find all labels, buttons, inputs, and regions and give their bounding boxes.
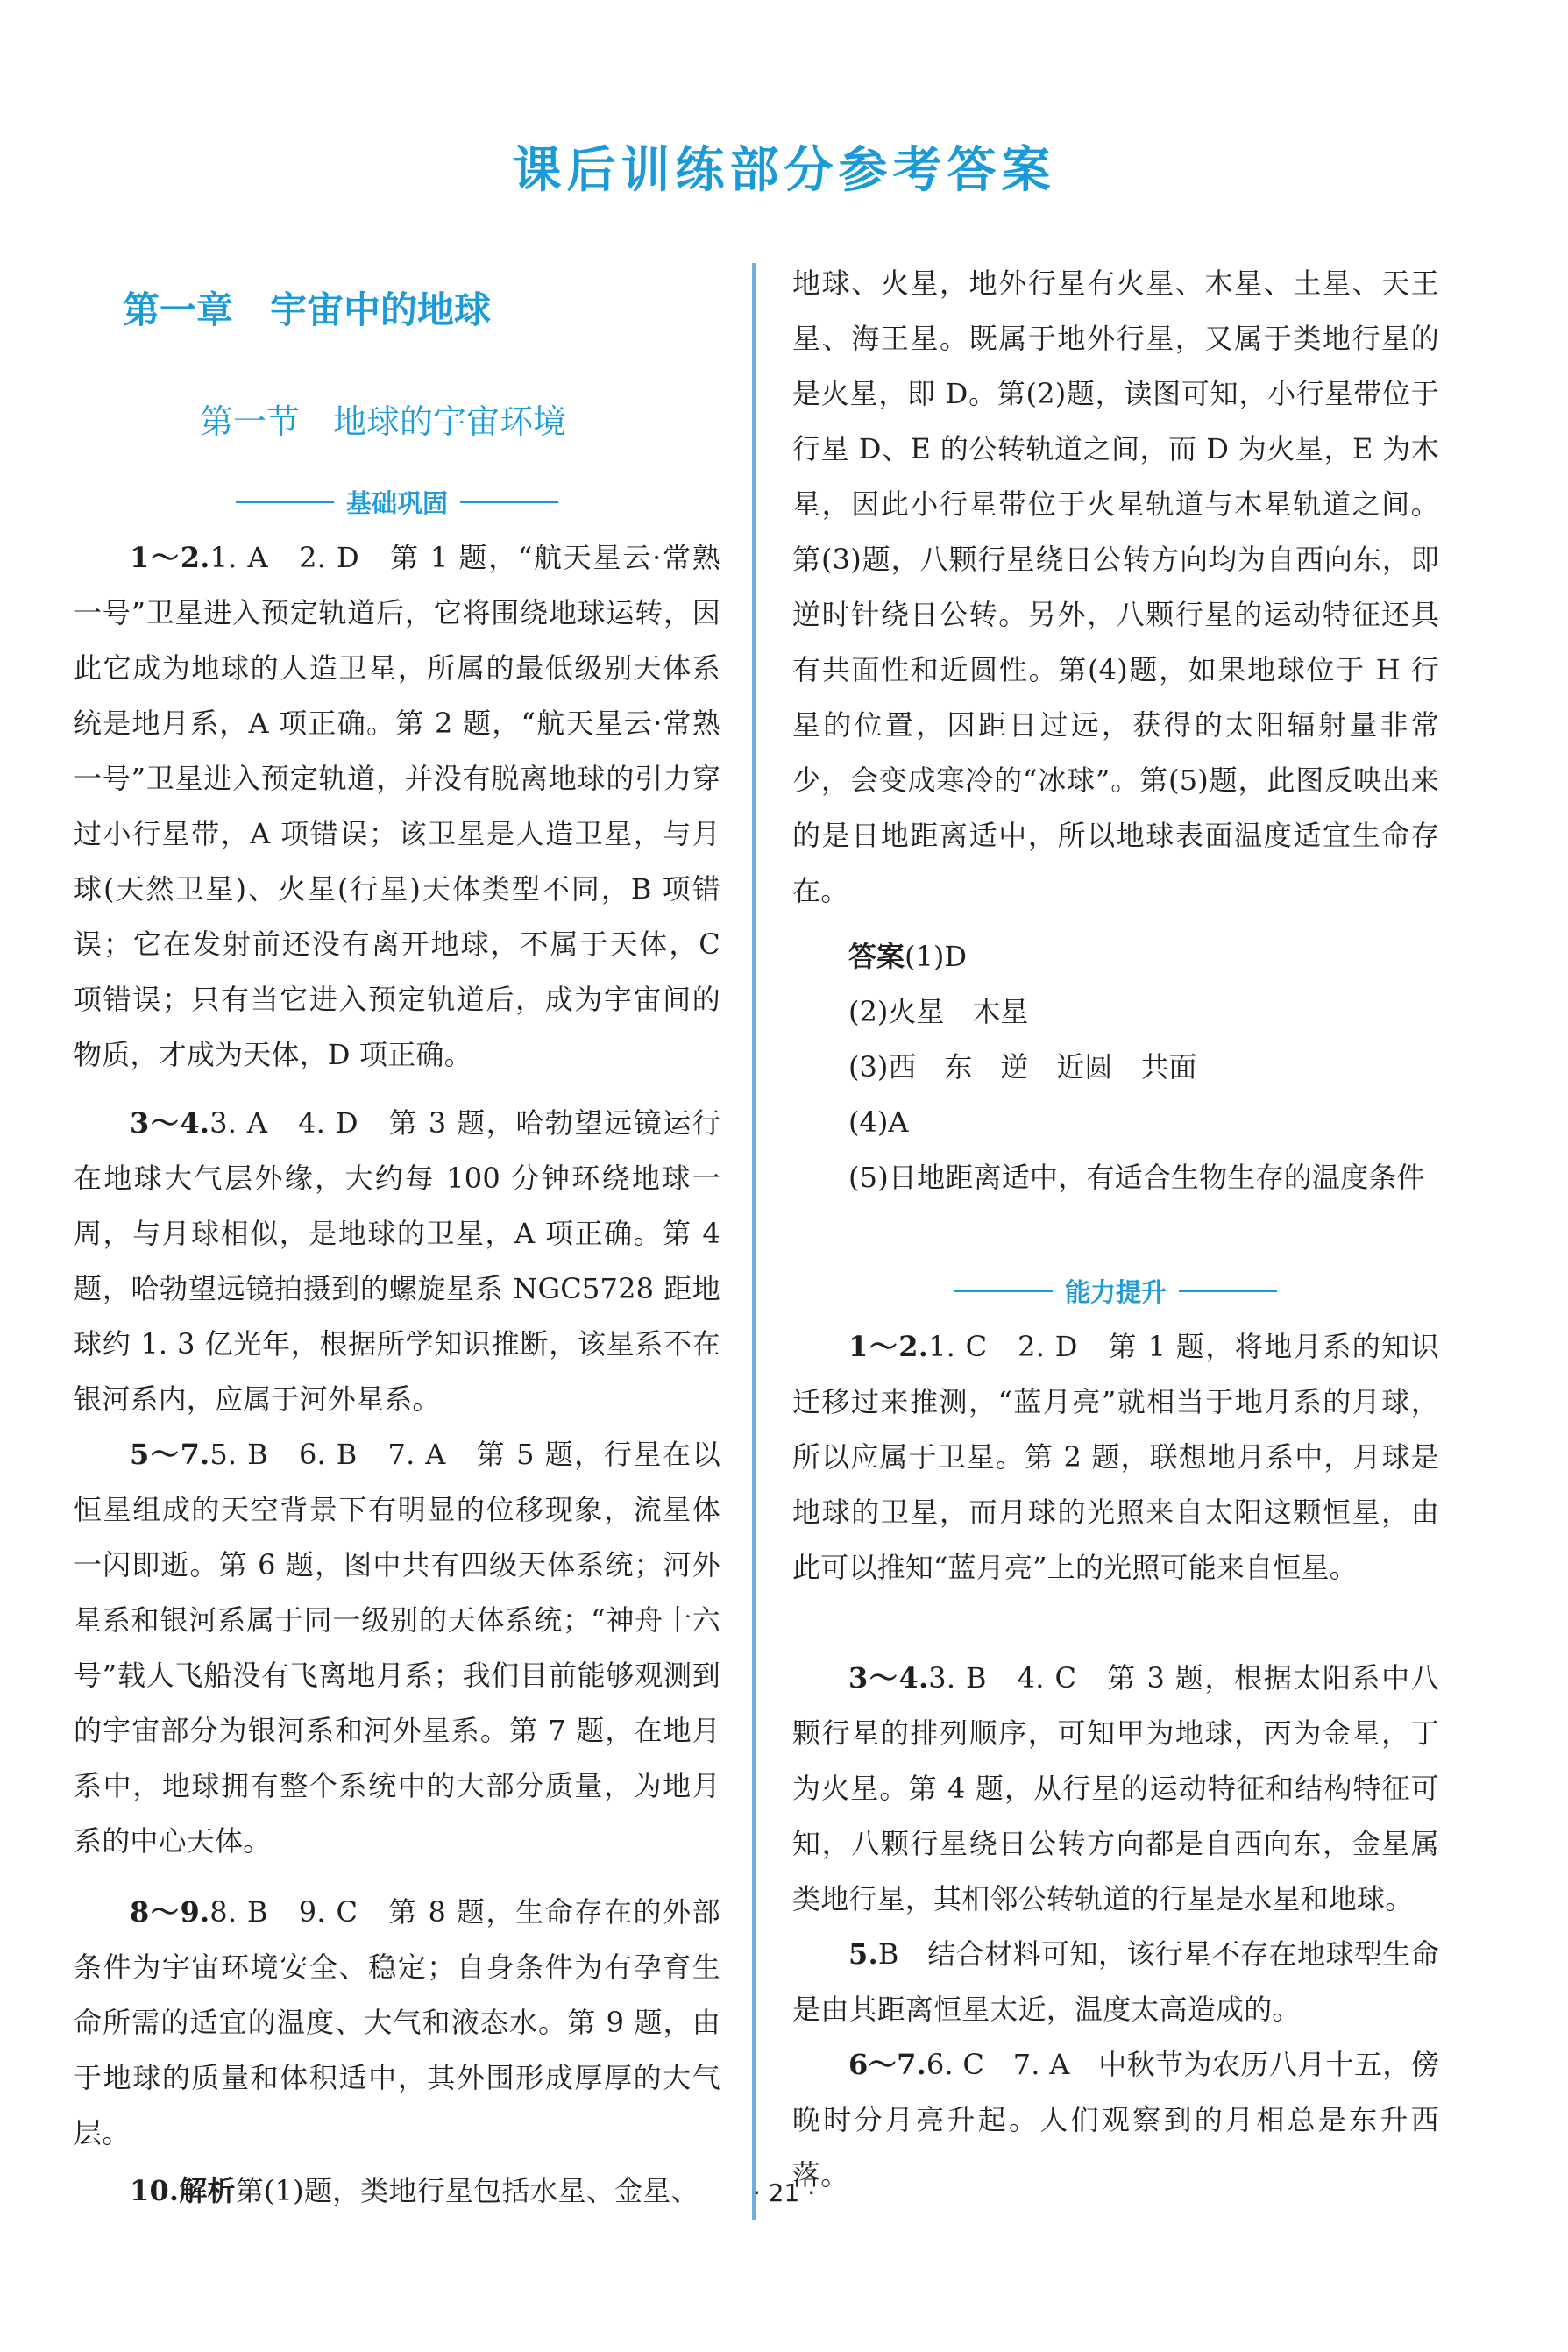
answer-3-4 xyxy=(74,1096,720,1427)
subhead-rule-left xyxy=(236,501,334,503)
ability-answer-3-4 xyxy=(792,1651,1439,1927)
answer-8-9 xyxy=(74,1885,720,2161)
chapter-title: 第一章 宇宙中的地球 xyxy=(123,288,492,331)
answer-text: 3. A 4. D 第 3 题，哈勃望远镜运行在地球大气层外缘，大约每 100 分钟环绕地球一周，与月球相似，是地球的卫星，A 项正确。第 4 题，哈勃望远镜拍摄到的螺旋星系 NGC5728 距地球约 1. 3 亿光年，根据所学知识推断，该星系不在银河系内，应属于河外星系。 xyxy=(74,1106,720,1416)
subhead-rule-left xyxy=(954,1290,1053,1292)
answer-text: 地球、火星，地外行星有火星、木星、土星、天王星、海王星。既属于地外行星，又属于类地行星的是火星，即 D。第(2)题，读图可知，小行星带位于行星 D、E 的公转轨道之间，而 D 为火星，E 为木星，因此小行星带位于火星轨道与木星轨道之间。第(3)题，八颗行星绕日公转方向均为自西向东，即逆时针绕日公转。另外，八颗行星的运动特征还具有共面性和近圆性。第(4)题，如果地球位于 H 行星的位置，因距日过远，获得的太阳辐射量非常少，会变成寒冷的“冰球”。第(5)题，此图反映出来的是日地距离适中，所以地球表面温度适宜生命存在。 xyxy=(792,266,1439,907)
subhead-basic-label: 基础巩固 xyxy=(345,488,448,518)
answer-text: 1. A 2. D 第 1 题，“航天星云·常熟一号”卫星进入预定轨道后，它将围绕地球运转，因此它成为地球的人造卫星，所属的最低级别天体系统是地月系，A 项正确。第 2 题，“航天星云·常熟一号”卫星进入预定轨道，并没有脱离地球的引力穿过小行星带，A 项错误；该卫星是人造卫星，与月球(天然卫星)、火星(行星)天体类型不同，B 项错误；它在发射前还没有离开地球，不属于天体，C 项错误；只有当它进入预定轨道后，成为宇宙间的物质，才成为天体，D 项正确。 xyxy=(74,541,720,1071)
page-number: · 21 · xyxy=(752,2178,816,2207)
answer-label: 答案 xyxy=(848,940,905,973)
section-title: 第一节 地球的宇宙环境 xyxy=(200,402,567,441)
page-title: 课后训练部分参考答案 xyxy=(512,142,1056,199)
question-number: 5～7. xyxy=(130,1438,210,1471)
answer-text: 8. B 9. C 第 8 题，生命存在的外部条件为宇宙环境安全、稳定；自身条件为有孕育生命所需的适宜的温度、大气和液态水。第 9 题，由于地球的质量和体积适中，其外围形成厚厚的大气层。 xyxy=(74,1895,720,2149)
answer-block xyxy=(848,929,967,984)
question-number: 5. xyxy=(848,1937,878,1971)
subhead-basic xyxy=(74,484,720,520)
answer-item-5: (5)日地距离适中，有适合生物生存的温度条件 xyxy=(848,1161,1425,1194)
question-number: 10. xyxy=(130,2174,180,2207)
subhead-rule-right xyxy=(460,501,558,503)
answer-text: 6. C 7. A 中秋节为农历八月十五，傍晚时分月亮升起。人们观察到的月相总是东升西落。 xyxy=(792,2048,1439,2192)
answer-item-4: (4)A xyxy=(848,1105,909,1139)
question-number: 8～9. xyxy=(130,1895,210,1929)
question-number: 3～4. xyxy=(130,1106,210,1140)
ability-answer-1-2 xyxy=(792,1319,1439,1595)
answer-text: B 结合材料可知，该行星不存在地球型生命是由其距离恒星太近，温度太高造成的。 xyxy=(792,1937,1439,2026)
analysis-label: 解析 xyxy=(179,2174,236,2207)
question-number: 1～2. xyxy=(130,541,210,574)
answer-1-2 xyxy=(74,530,720,1083)
answer-item-3: (3)西 东 逆 近圆 共面 xyxy=(848,1050,1197,1084)
answer-item-2: (2)火星 木星 xyxy=(848,995,1029,1028)
subhead-rule-right xyxy=(1179,1290,1277,1292)
answer-5-7 xyxy=(74,1427,720,1869)
ability-answer-5 xyxy=(792,1927,1439,2037)
answer-text: 1. C 2. D 第 1 题，将地月系的知识迁移过来推测，“蓝月亮”就相当于地月系的月球，所以应属于卫星。第 2 题，联想地月系中，月球是地球的卫星，而月球的光照来自太阳这颗恒星，由此可以推知“蓝月亮”上的光照可能来自恒星。 xyxy=(792,1330,1439,1584)
subhead-ability xyxy=(792,1273,1439,1309)
subhead-ability-label: 能力提升 xyxy=(1064,1277,1167,1307)
question-number: 3～4. xyxy=(848,1661,929,1695)
question-number: 6～7. xyxy=(848,2048,926,2081)
answer-text: 3. B 4. C 第 3 题，根据太阳系中八颗行星的排列顺序，可知甲为地球，丙为金星，丁为火星。第 4 题，从行星的运动特征和结构特征可知，八颗行星绕日公转方向都是自西向东，金星属类地行星，其相邻公转轨道的行星是水星和地球。 xyxy=(792,1661,1439,1915)
question-number: 1～2. xyxy=(848,1330,929,1363)
answer-text: 第(1)题，类地行星包括水星、金星、 xyxy=(235,2174,699,2207)
answer-10-continued xyxy=(792,256,1439,919)
answer-item-1: (1)D xyxy=(905,940,967,973)
column-divider xyxy=(752,263,756,2220)
answer-text: 5. B 6. B 7. A 第 5 题，行星在以恒星组成的天空背景下有明显的位移现象，流星体一闪即逝。第 6 题，图中共有四级天体系统；河外星系和银河系属于同一级别的天体系统；“神舟十六号”载人飞船没有飞离地月系；我们目前能够观测到的宇宙部分为银河系和河外星系。第 7 题，在地月系中，地球拥有整个系统中的大部分质量，为地月系的中心天体。 xyxy=(74,1438,720,1858)
